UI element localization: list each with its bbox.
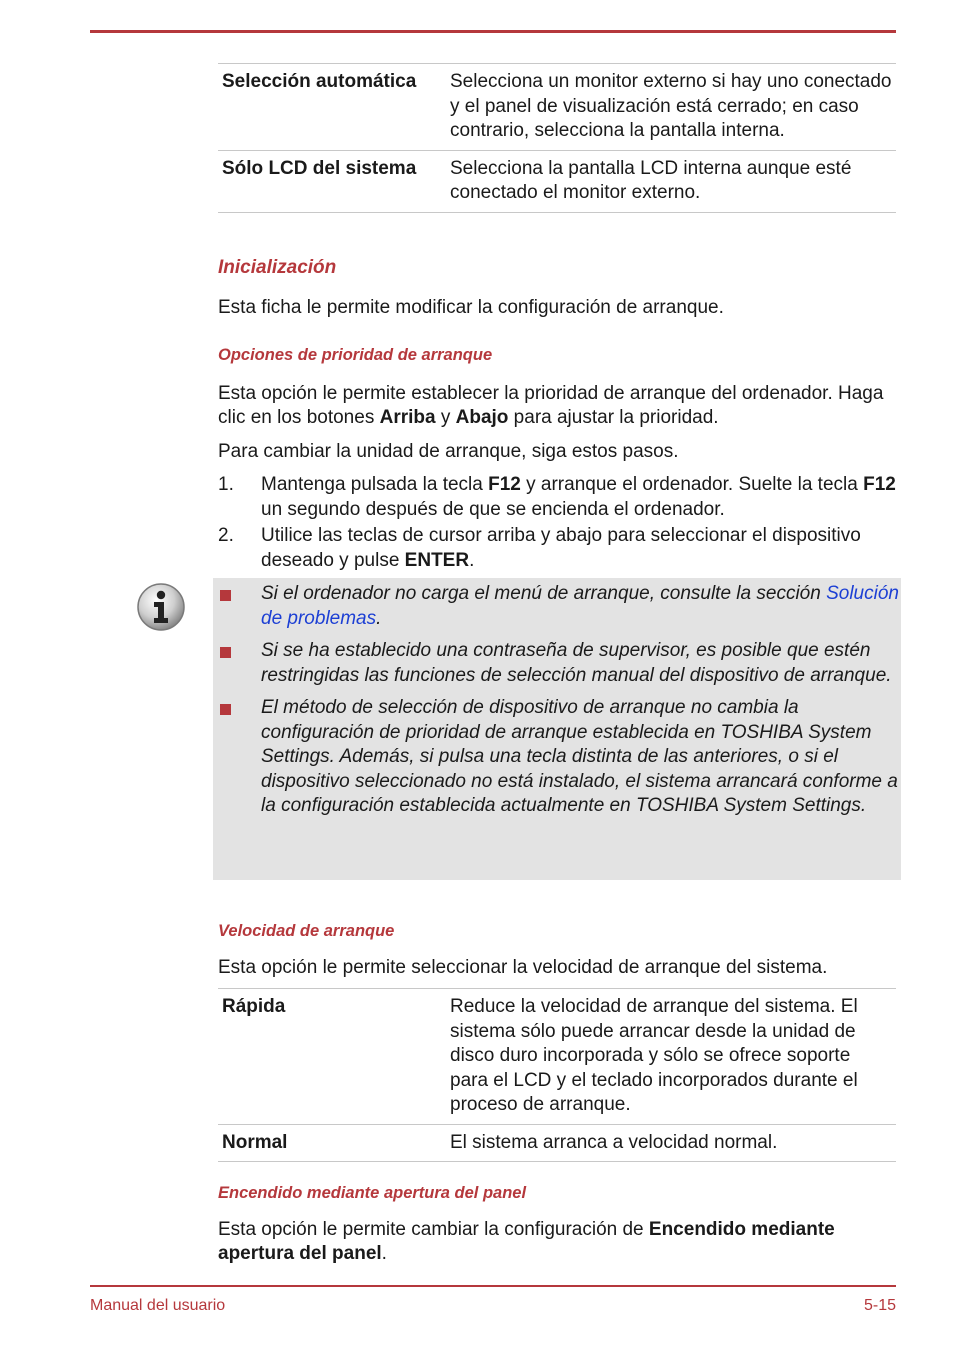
text-run: Esta opción le permite establecer la prioridad de arranque del ordenador. Haga clic en los botones (218, 382, 884, 428)
bullet-square-icon (220, 647, 231, 658)
desc-cell: Selecciona la pantalla LCD interna aunque esté conectado el monitor externo. (446, 150, 896, 212)
steps-list (218, 473, 896, 573)
list-item (218, 473, 896, 522)
bottom-rule (90, 1285, 896, 1287)
paragraph: Esta opción le permite seleccionar la velocidad de arranque del sistema. (218, 956, 828, 978)
inicializacion-section (218, 256, 896, 320)
text-run: . (469, 549, 475, 571)
note-box (213, 578, 901, 880)
troubleshooting-link[interactable]: Solución de problemas (261, 583, 899, 629)
text-run: para ajustar la prioridad. (508, 407, 719, 428)
text-run: Mantenga pulsada la tecla (261, 474, 489, 495)
subsection-heading: Velocidad de arranque (218, 922, 395, 940)
bold-run: Abajo (455, 407, 509, 428)
info-icon (136, 582, 186, 632)
bold-run: ENTER (404, 549, 470, 571)
top-rule (90, 30, 896, 33)
encendido-section (218, 1181, 896, 1267)
section-heading: Inicialización (218, 257, 337, 278)
table-row (218, 1124, 896, 1162)
note-item (213, 582, 901, 631)
step-number: 1. (218, 474, 234, 495)
desc-cell: El sistema arranca a velocidad normal. (446, 1124, 896, 1162)
text-run: Si el ordenador no carga el menú de arranque, consulte la sección (261, 583, 827, 604)
text-run: El método de selección de dispositivo de arranque no cambia la configuración de prioridad de arranque establecida en TOSHIBA System Settings. Además, si pulsa una tecla distinta de las anteriores, o si el dispositivo seleccionado no está instalado, el sistema arrancará conforme a la configuración establecida actualmente en TOSHIBA System Settings. (261, 697, 898, 816)
note-item (213, 639, 901, 688)
footer-title: Manual del usuario (90, 1297, 226, 1314)
subsection-heading: Opciones de prioridad de arranque (218, 346, 493, 364)
term-cell: Selección automática (218, 64, 446, 151)
term-cell: Sólo LCD del sistema (218, 150, 446, 212)
bullet-square-icon (220, 590, 231, 601)
bullet-square-icon (220, 704, 231, 715)
bold-run: Arriba (379, 407, 436, 428)
text-run: un segundo después de que se encienda el ordenador. (261, 498, 725, 520)
display-options-table-block (218, 63, 896, 213)
text-run: y arranque el ordenador. Suelte la tecla (520, 474, 864, 495)
paragraph: Esta ficha le permite modificar la configuración de arranque. (218, 296, 724, 318)
list-item (218, 524, 896, 573)
bold-run: F12 (863, 474, 896, 495)
desc-cell: Reduce la velocidad de arranque del sistema. El sistema sólo puede arrancar desde la unidad de disco duro incorporada y sólo se ofrece soporte para el LCD y el teclado incorporados durante el proceso de arranque. (446, 989, 896, 1125)
table-row (218, 64, 896, 151)
paragraph: Para cambiar la unidad de arranque, siga estos pasos. (218, 440, 679, 462)
paragraph (218, 382, 896, 431)
text-run: Esta opción le permite cambiar la configuración de (218, 1218, 649, 1240)
note-list (213, 578, 901, 819)
text-run: Si se ha establecido una contraseña de supervisor, es posible que estén restringidas las funciones de selección manual del dispositivo de arranque. (261, 640, 892, 686)
text-run: Utilice las teclas de cursor arriba y abajo para seleccionar el dispositivo deseado y pulse (261, 525, 861, 571)
note-item (213, 696, 901, 819)
paragraph (218, 1218, 896, 1267)
desc-cell: Selecciona un monitor externo si hay uno conectado y el panel de visualización está cerrado; en caso contrario, selecciona la pantalla interna. (446, 64, 896, 151)
step-number: 2. (218, 525, 234, 546)
bold-run: F12 (488, 474, 521, 495)
bold-run: Encendido mediante apertura del panel (218, 1218, 835, 1264)
table-row (218, 150, 896, 212)
text-run: . (381, 1243, 387, 1264)
text-run: y (435, 407, 456, 428)
table-row (218, 989, 896, 1125)
velocidad-section (218, 919, 896, 1162)
term-cell: Normal (218, 1124, 446, 1162)
term-cell: Rápida (218, 989, 446, 1125)
prioridad-section (218, 343, 896, 573)
display-options-table (218, 63, 896, 213)
text-run: . (376, 607, 382, 629)
subsection-heading: Encendido mediante apertura del panel (218, 1184, 527, 1202)
boot-speed-table (218, 988, 896, 1162)
page-number: 5-15 (863, 1297, 896, 1314)
